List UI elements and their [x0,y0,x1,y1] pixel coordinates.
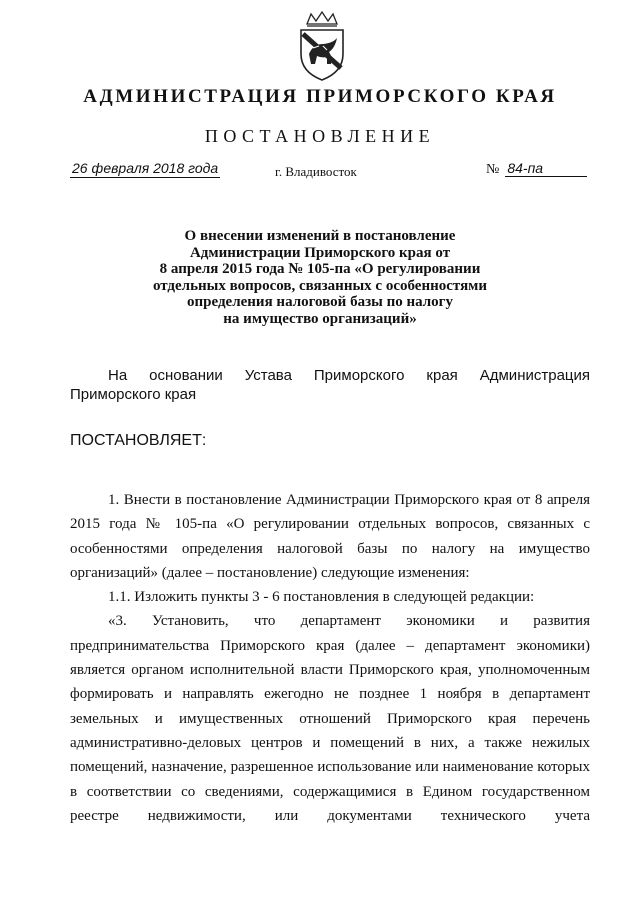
document-city: г. Владивосток [275,164,357,179]
decree-body [70,488,590,828]
title-line: определения налоговой базы по налогу [187,294,453,310]
title-line: отдельных вопросов, связанных с особенностями [152,277,488,294]
title-line: 8 апреля 2015 года № 105-па «О регулировании [159,261,481,277]
document-title [150,228,490,327]
document-number-field [486,160,587,178]
document-type: ПОСТАНОВЛЕНИЕ [204,126,436,146]
document-number: 84-па [505,160,587,177]
number-sign: № [486,162,500,177]
body-paragraph: «3. Установить, что департамент экономики и развития предпринимательства Приморского края (далее – департамент экономики) является органом исполнительной власти Приморского края, уполномоченным формировать и направлять ежегодно не позднее 1 ноября в департамент земельных и имущественных отношений Приморского края перечень административно-деловых центров и помещений в них, а также нежилых помещений, назначение, разрешенное использование или наименование которых в соответствии со сведениями, содержащимися в Едином государственном реестре недвижимости, или документами технического учета [70,613,590,824]
basis-paragraph: На основании Устава Приморского края Администрация Приморского края [70,367,590,403]
title-line: Администрации Приморского края от [189,244,451,261]
document-date: 26 февраля 2018 года [72,160,219,176]
title-line: О внесении изменений в постановление [184,228,456,244]
organization-name: АДМИНИСТРАЦИЯ ПРИМОРСКОГО КРАЯ [83,86,557,107]
decree-heading: ПОСТАНОВЛЯЕТ: [70,432,207,449]
coat-of-arms-icon [293,10,351,82]
body-paragraph: 1.1. Изложить пункты 3 - 6 постановления в следующей редакции: [108,589,535,606]
body-paragraph: 1. Внести в постановление Администрации Приморского края от 8 апреля 2015 года № 105-па «О регулировании отдельных вопросов, связанных с особенностями определения налоговой базы по налогу на имущество организаций» (далее – постановление) следующие изменения: [70,492,590,581]
title-line: на имущество организаций» [223,310,417,327]
